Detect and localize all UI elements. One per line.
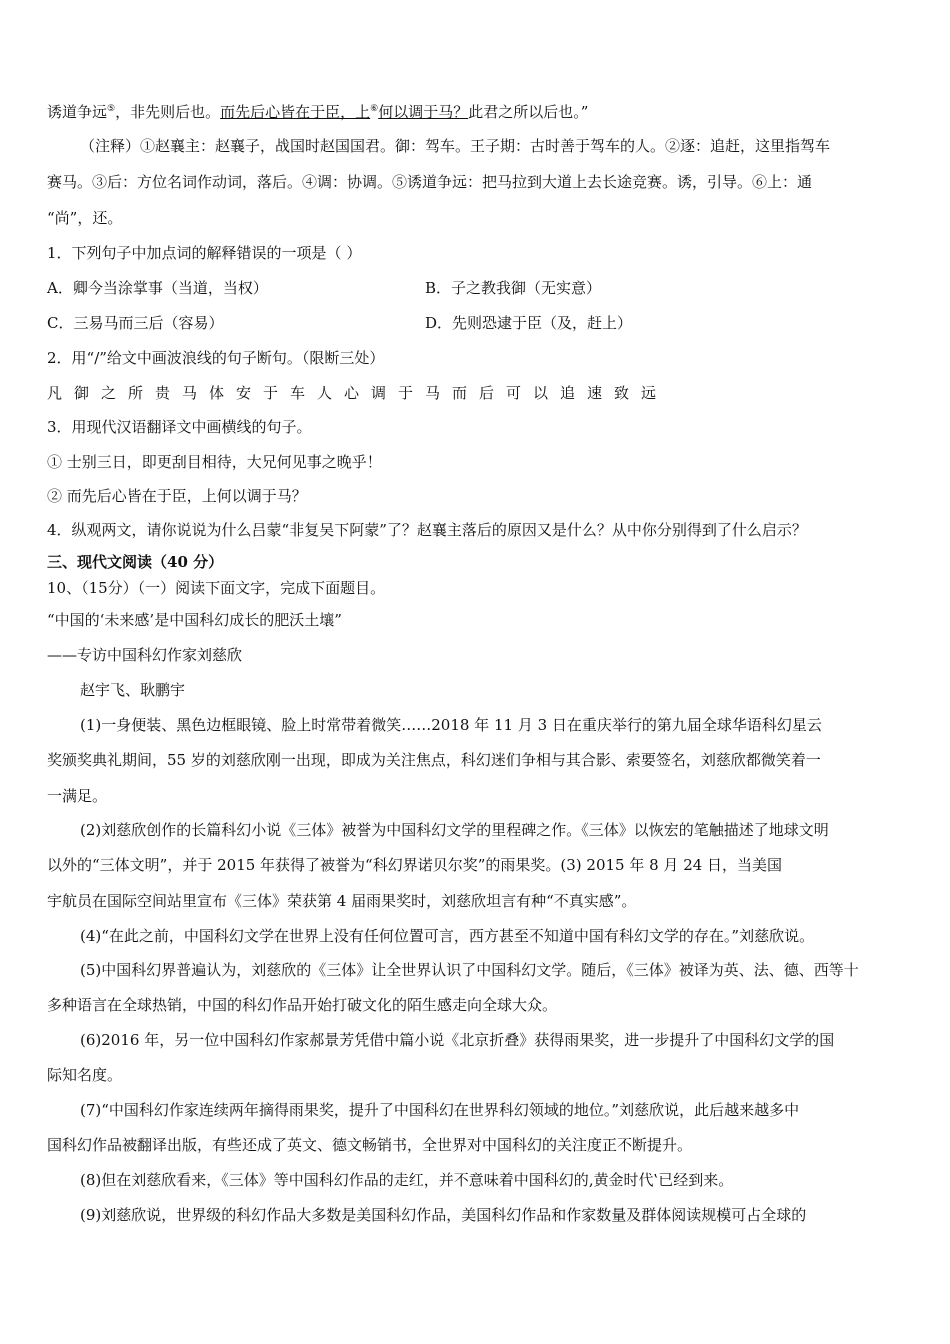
paragraph-line: (2)刘慈欣创作的长篇科幻小说《三体》被誉为中国科幻文学的里程碑之作。《三体》以恢宏的笔触描述了地球文明 [80,821,829,839]
paragraph-line: (9)刘慈欣说，世界级的科幻作品大多数是美国科幻作品，美国科幻作品和作家数量及群体阅读规模可占全球的 [80,1206,807,1224]
paragraph-line: 多种语言在全球热销，中国的科幻作品开始打破文化的陌生感走向全球大众。 [47,996,558,1014]
text-fragment: 诱道争远 [47,103,108,121]
paragraph-line: (4)“在此之前，中国科幻文学在世界上没有任何位置可言，西方甚至不知道中国有科幻文学的存在。”刘慈欣说。 [80,927,815,945]
paragraph-line: (8)但在刘慈欣看来，《三体》等中国科幻作品的走红，并不意味着中国科幻的‚黄金时代‛已经到来。 [80,1171,734,1189]
underlined-sentence: 何以调于马？ [378,103,469,121]
footnote-marker: ⑤ [107,104,116,114]
paragraph-line: (7)“中国科幻作家连续两年摘得雨果奖，提升了中国科幻在世界科幻领域的地位。”刘慈欣说，此后越来越多中 [80,1101,800,1119]
paragraph-line: 国科幻作品被翻译出版，有些还成了英文、德文畅销书，全世界对中国科幻的关注度正不断提升。 [47,1136,693,1154]
notes-line: 赛马。③后：方位名词作动词，落后。④调：协调。⑤诱道争远：把马拉到大道上去长途竞赛。诱，引导。⑥上：通 [47,173,813,191]
article-title: “中国的‘未来感’是中国科幻成长的肥沃土壤” [47,611,342,629]
option-b: B．子之教我御（无实意） [425,279,602,297]
notes-line: “尚”，还。 [47,209,123,227]
option-a: A．卿今当涂掌事（当道，当权） [47,279,268,297]
question-3-item-1: ① 士别三日，即更刮目相待，大兄何见事之晚乎！ [47,453,382,471]
article-authors: 赵宇飞、耿鹏宇 [80,681,186,699]
text-fragment: ，非先则后也。 [115,103,221,121]
paragraph-line: 际知名度。 [47,1066,123,1084]
question-10-stem: 10、（15分）（一）阅读下面文字，完成下面题目。 [47,579,386,597]
text-fragment: 此君之所以后也。” [468,103,589,121]
question-3-stem: 3．用现代汉语翻译文中画横线的句子。 [47,418,312,436]
text-line-top [47,102,907,122]
article-subtitle: ——专访中国科幻作家刘慈欣 [47,646,243,664]
question-1-stem: 1．下列句子中加点词的解释错误的一项是（ ） [47,244,362,262]
option-c: C．三易马而三后（容易） [47,314,224,332]
paragraph-line: 一满足。 [47,787,108,805]
notes-line: （注释）①赵襄主：赵襄子，战国时赵国国君。御：驾车。王子期：古时善于驾车的人。②逐：追赶，这里指驾车 [80,137,831,155]
paragraph-line: (1)一身便装、黑色边框眼镜、脸上时常带着微笑……2018 年 11 月 3 日在重庆举行的第九届全球华语科幻星云 [80,716,822,734]
paragraph-line: 奖颁奖典礼期间，55 岁的刘慈欣刚一出现，即成为关注焦点，科幻迷们争相与其合影、索要签名，刘慈欣都微笑着一 [47,751,821,769]
paragraph-line: (6)2016 年，另一位中国科幻作家郝景芳凭借中篇小说《北京折叠》获得雨果奖，进一步提升了中国科幻文学的国 [80,1031,835,1049]
question-2-stem: 2．用“/”给文中画波浪线的句子断句。（限断三处） [47,349,385,367]
paragraph-line: (5)中国科幻界普遍认为，刘慈欣的《三体》让全世界认识了中国科幻文学。随后，《三体》被译为英、法、德、西等十 [80,961,859,979]
question-4-stem: 4．纵观两文，请你说说为什么吕蒙“非复吴下阿蒙”了？赵襄主落后的原因又是什么？从中你分别得到了什么启示？ [47,521,807,539]
footnote-marker: ⑥ [370,104,379,114]
question-1-options-row [47,278,907,298]
question-1-options-row [47,313,907,333]
underlined-sentence: 而先后心皆在于臣，上 [220,103,371,121]
question-3-item-2: ② 而先后心皆在于臣，上何以调于马？ [47,487,307,505]
paragraph-line: 以外的“三体文明”，并于 2015 年获得了被誉为“科幻界诺贝尔奖”的雨果奖。(3) 2015 年 8 月 24 日，当美国 [47,856,783,874]
question-2-sentence: 凡御之所贵马体安于车人心调于马而后可以追速致远 [47,384,669,402]
section-heading: 三、现代文阅读（40 分） [47,553,224,571]
option-d: D．先则恐逮于臣（及，赶上） [425,314,633,332]
paragraph-line: 宇航员在国际空间站里宣布《三体》荣获第 4 届雨果奖时，刘慈欣坦言有种“不真实感”。 [47,892,637,910]
